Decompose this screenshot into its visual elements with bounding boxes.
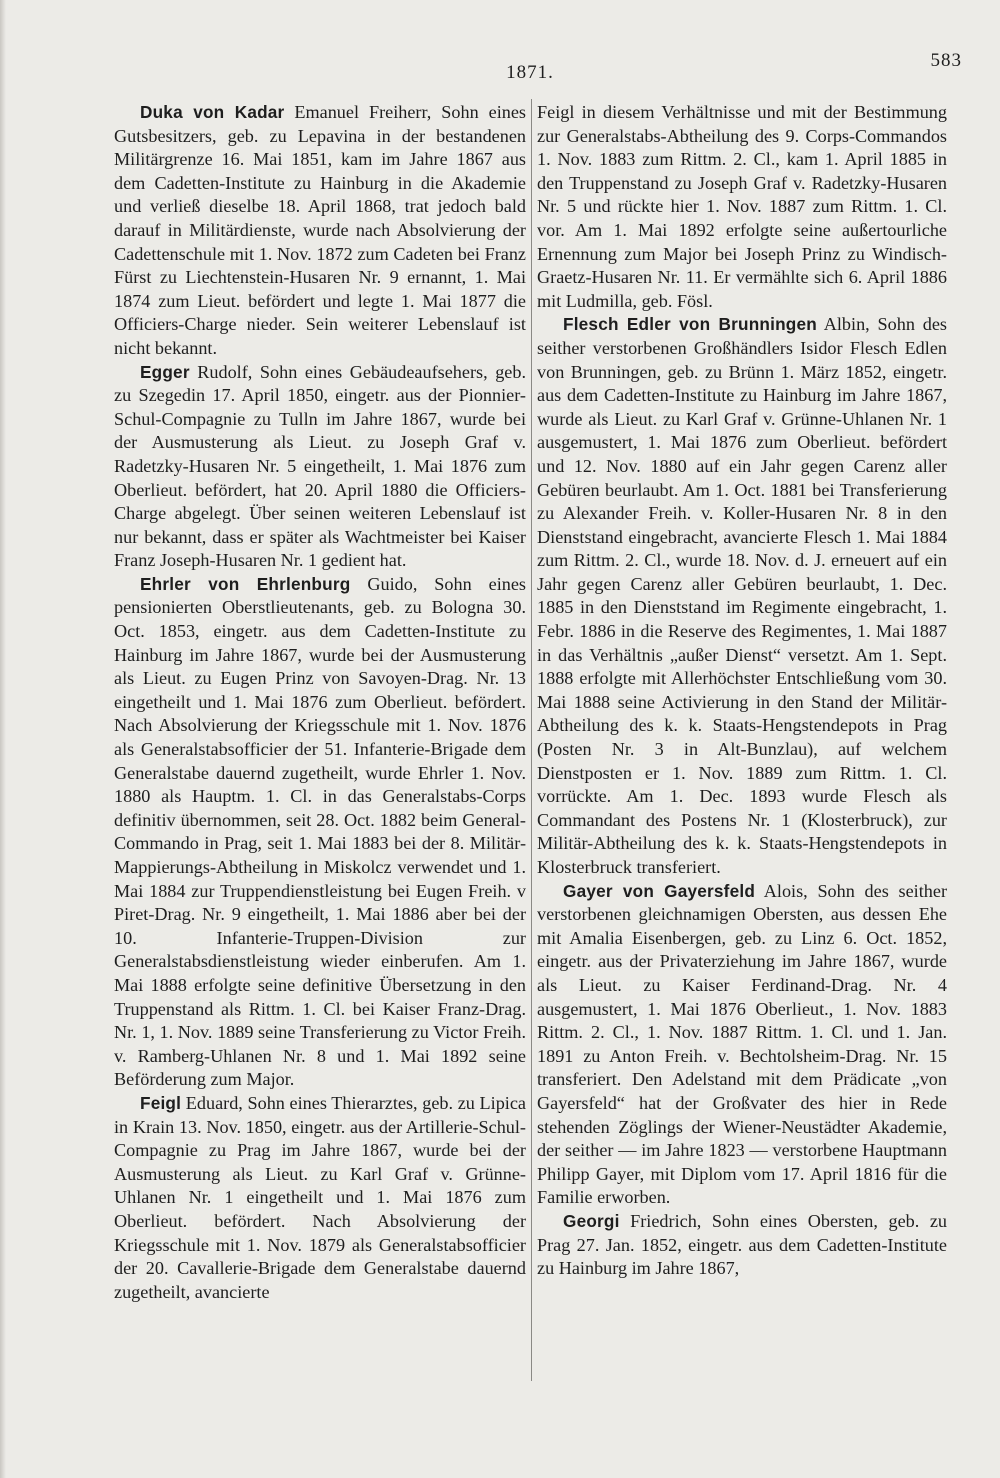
entry-name: Georgi — [563, 1210, 620, 1231]
entry-name: Gayer von Gayersfeld — [563, 880, 756, 901]
year-heading: 1871. — [506, 62, 554, 83]
entry-text: Friedrich, Sohn eines Obersten, geb. zu Prag 27. Jan. 1852, eingetr. aus dem Cadetten-Institute zu Hainburg im Jahre 1867, — [537, 1210, 947, 1279]
entry-name: Ehrler von Ehrlenburg — [140, 573, 351, 594]
entry-flesch — [537, 313, 947, 879]
right-column — [537, 101, 947, 1281]
entry-feigl — [114, 1092, 526, 1304]
entry-name: Flesch Edler von Brunningen — [563, 314, 817, 335]
entry-ehrler — [114, 573, 526, 1092]
left-column — [114, 101, 526, 1304]
entry-text: Eduard, Sohn eines Thierarztes, geb. zu Lipica in Krain 13. Nov. 1850, eingetr. aus der Artillerie-Schul-Compagnie zu Prag im Jahre 1867, wurde bei der Ausmusterung als Lieut. zu Karl Graf v. Grünne-Uhlanen Nr. 1 eingetheilt und 1. Mai 1876 zum Oberlieut. befördert. Nach Absolvierung der Kriegsschule mit 1. Nov. 1879 als Generalstabsofficier der 20. Cavallerie-Brigade dem Generalstabe dauernd zugetheilt, avancierte — [114, 1092, 526, 1302]
entry-egger — [114, 361, 526, 573]
entry-duka — [114, 101, 526, 361]
entry-text: Albin, Sohn des seither verstorbenen Großhändlers Isidor Flesch Edlen von Brunningen, geb. zu Brünn 1. März 1852, eingetr. aus dem Cadetten-Institute zu Hainburg im Jahre 1867, wurde als Lieut. zu Karl Graf v. Grünne-Uhlanen Nr. 1 ausgemustert, 1. Mai 1876 zum Oberlieut. befördert und 12. Nov. 1880 auf ein Jahr gegen Carenz aller Gebüren beurlaubt. Am 1. Oct. 1881 bei Transferierung zu Alexander Freih. v. Koller-Husaren Nr. 8 in den Dienststand eingebracht, avancierte Flesch 1. Mai 1884 zum Rittm. 2. Cl., wurde 18. Nov. d. J. erneuert auf ein Jahr gegen Carenz aller Gebüren beurlaubt, 1. Dec. 1885 in den Dienststand im Regimente eingebracht, 1. Febr. 1886 in die Reserve des Regimentes, 1. Mai 1887 in das Verhältnis „außer Dienst“ versetzt. Am 1. Sept. 1888 erfolgte mit Allerhöchster Entschließung vom 30. Mai 1888 seine Activierung in den Stand der Militär-Abtheilung des k. k. Staats-Hengstendepots in Prag (Posten Nr. 3 in Alt-Bunzlau), auf welchem Dienstposten er 1. Nov. 1889 zum Rittm. 1. Cl. vorrückte. Am 1. Dec. 1893 wurde Flesch als Commandant des Postens Nr. 1 (Klosterbruck), zur Militär-Abtheilung des k. k. Staats-Hengstendepots in Klosterbruck transferiert. — [537, 314, 947, 877]
entry-feigl-continuation: Feigl in diesem Verhältnisse und mit der Bestimmung zur Generalstabs-Abtheilung des 9. Corps-Commandos 1. Nov. 1883 zum Rittm. 2. Cl., kam 1. April 1885 in den Truppenstand zu Joseph Graf v. Radetzky-Husaren Nr. 5 und rückte hier 1. Nov. 1887 zum Rittm. 1. Cl. vor. Am 1. Mai 1892 erfolgte seine außertourliche Ernennung zum Major bei Joseph Prinz zu Windisch-Graetz-Husaren Nr. 11. Er vermählte sich 6. April 1886 mit Ludmilla, geb. Fösl. — [537, 102, 947, 311]
column-divider — [531, 99, 532, 1381]
entry-georgi — [537, 1210, 947, 1281]
entry-text: Guido, Sohn eines pensionierten Oberstlieutenants, geb. zu Bologna 30. Oct. 1853, eingetr. aus dem Cadetten-Institute zu Hainburg im Jahre 1867, wurde bei der Ausmusterung als Lieut. zu Eugen Prinz von Savoyen-Drag. Nr. 13 eingetheilt und 1. Mai 1876 zum Oberlieut. befördert. Nach Absolvierung der Kriegsschule mit 1. Nov. 1876 als Generalstabsofficier der 51. Infanterie-Brigade dem Generalstabe dauernd zugetheilt, wurde Ehrler 1. Nov. 1880 als Hauptm. 1. Cl. in das Generalstabs-Corps definitiv übernommen, seit 28. Oct. 1882 beim General-Commando in Prag, seit 1. Mai 1883 bei der 8. Militär-Mappierungs-Abtheilung in Miskolcz verwendet und 1. Mai 1884 zur Truppendienstleistung bei Eugen Freih. v Piret-Drag. Nr. 9 eingetheilt, 1. Mai 1886 aber bei der 10. Infanterie-Truppen-Division zur Generalstabsdienstleistung wieder einberufen. Am 1. Mai 1888 erfolgte seine definitive Übersetzung in den Truppenstand als Rittm. 1. Cl. bei Kaiser Franz-Drag. Nr. 1, 1. Nov. 1889 seine Transferierung zu Victor Freih. v. Ramberg-Uhlanen Nr. 8 und 1. Mai 1892 seine Beförderung zum Major. — [114, 573, 526, 1090]
page-edge — [0, 0, 6, 1478]
entry-text: Alois, Sohn des seither verstorbenen gleichnamigen Obersten, aus dessen Ehe mit Amalia Eisenbergen, geb. zu Linz 6. Oct. 1852, eingetr. aus der Privaterziehung im Jahre 1867, wurde als Lieut. zu Kaiser Ferdinand-Drag. Nr. 4 ausgemustert, 1. Mai 1876 Oberlieut., 1. Nov. 1883 Rittm. 2. Cl., 1. Nov. 1887 Rittm. 1. Cl. und 1. Jan. 1891 zu Anton Freih. v. Bechtolsheim-Drag. Nr. 15 transferiert. Den Adelstand mit dem Prädicate „von Gayersfeld“ hat der Großvater des hier in Rede stehenden Zöglings der Wiener-Neustädter Akademie, der seither — im Jahre 1823 — verstorbene Hauptmann Philipp Gayer, mit Diplom vom 17. April 1816 für die Familie erworben. — [537, 880, 947, 1208]
page-number: 583 — [930, 50, 962, 71]
entry-gayer — [537, 880, 947, 1210]
entry-name: Duka von Kadar — [140, 102, 285, 122]
entry-name: Egger — [140, 361, 190, 382]
entry-name: Feigl — [140, 1092, 182, 1113]
entry-text: Rudolf, Sohn eines Gebäudeaufsehers, geb. zu Szegedin 17. April 1850, eingetr. aus der Pionnier-Schul-Compagnie zu Tulln im Jahre 1867, wurde bei der Ausmusterung als Lieut. zu Joseph Graf v. Radetzky-Husaren Nr. 5 eingetheilt, 1. Mai 1876 zum Oberlieut. befördert, hat 20. April 1880 die Officiers-Charge abgelegt. Über seinen weiteren Lebenslauf ist nur bekannt, dass er später als Wachtmeister bei Kaiser Franz Joseph-Husaren Nr. 1 gedient hat. — [114, 361, 526, 571]
entry-text: Emanuel Freiherr, Sohn eines Gutsbesitzers, geb. zu Lepavina in der bestandenen Militärgrenze 16. Mai 1851, kam im Jahre 1867 aus dem Cadetten-Institute zu Hainburg in die Akademie und verließ dieselbe 18. April 1868, trat jedoch bald darauf in Militärdienste, wurde nach Absolvierung der Cadettenschule mit 1. Nov. 1872 zum Cadeten bei Franz Fürst zu Liechtenstein-Husaren Nr. 9 ernannt, 1. Mai 1874 zum Lieut. befördert und legte 1. Mai 1877 die Officiers-Charge nieder. Sein weiterer Lebenslauf ist nicht bekannt. — [114, 102, 526, 358]
